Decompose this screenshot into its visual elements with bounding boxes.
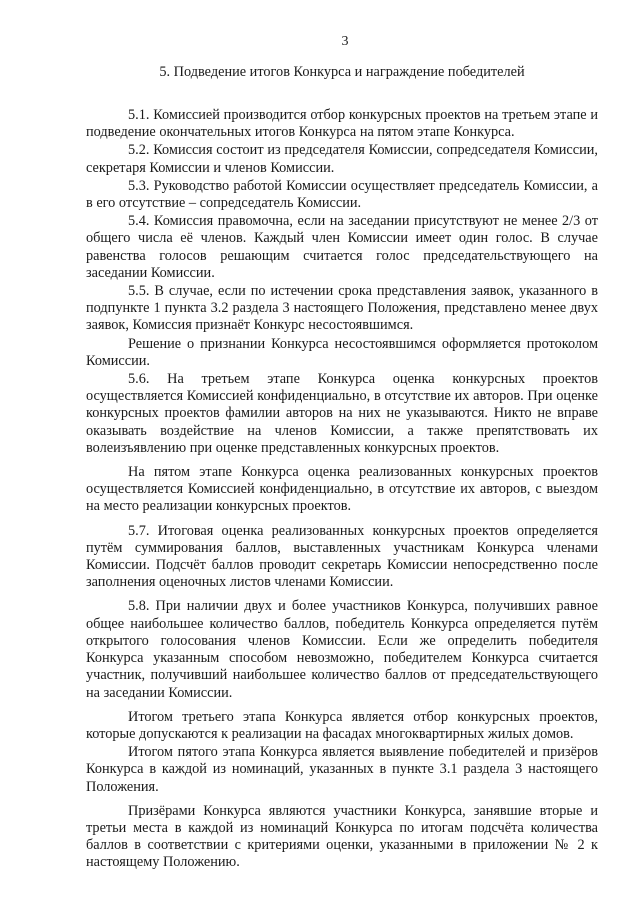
paragraph-third-stage-result: Итогом третьего этапа Конкурса является отбор конкурсных проектов, которые допускаются к реализации на фасадах многоквартирных жилых домов. [86, 708, 598, 742]
paragraph-5-3: 5.3. Руководство работой Комиссии осуществляет председатель Комиссии, а в его отсутствие – сопредседатель Комиссии. [86, 177, 598, 212]
paragraph-5-6-fifth-stage: На пятом этапе Конкурса оценка реализованных конкурсных проектов осуществляется Комиссией конфиденциально, в отсутствие их авторов, с выездом на место реализации конкурсных проектов. [86, 464, 598, 515]
paragraph-5-7: 5.7. Итоговая оценка реализованных конкурсных проектов определяется путём суммирования баллов, выставленных участникам Конкурса членами Комиссии. Подсчёт баллов проводит секретарь Комиссии непосредственно после заполнения оценочных листов членами Комиссии. [86, 522, 598, 591]
paragraph-5-6: 5.6. На третьем этапе Конкурса оценка конкурсных проектов осуществляется Комиссией конфиденциально, в отсутствие их авторов. При оценке конкурсных проектов фамилии авторов на них не указываются. Никто не вправе оказывать воздействие на членов Комиссии, а также препятствовать их волеизъявлению при оценке представленных конкурсных проектов. [86, 371, 598, 456]
paragraph-5-8: 5.8. При наличии двух и более участников Конкурса, получивших равное общее наибольшее количество баллов, победитель Конкурса определяется путём открытого голосования членов Комиссии. Если же определить победителя Конкурса указанным способом невозможно, победителем Конкурса считается участник, получивший наибольшее количество баллов от председательствующего на заседании Комиссии. [86, 598, 598, 701]
paragraph-5-1: 5.1. Комиссией производится отбор конкурсных проектов на третьем этапе и подведение окончательных итогов Конкурса на пятом этапе Конкурса. [86, 107, 598, 141]
paragraph-fifth-stage-result: Итогом пятого этапа Конкурса является выявление победителей и призёров Конкурса в каждой из номинаций, указанных в пункте 3.1 раздела 3 настоящего Положения. [86, 744, 598, 795]
paragraph-5-2: 5.2. Комиссия состоит из председателя Комиссии, сопредседателя Комиссии, секретаря Комиссии и членов Комиссии. [86, 142, 598, 176]
page-number: 3 [341, 34, 349, 49]
paragraph-5-4: 5.4. Комиссия правомочна, если на заседании присутствуют не менее 2/3 от общего числа её членов. Каждый член Комиссии имеет один голос. В случае равенства голосов решающим считается голос председательствующего на заседании Комиссии. [86, 213, 598, 281]
paragraph-prize-winners: Призёрами Конкурса являются участники Конкурса, занявшие вторые и третьи места в каждой из номинаций Конкурса по итогам подсчёта количества баллов в соответствии с критериями оценки, указанными в приложении № 2 к настоящему Положению. [86, 802, 598, 871]
section-title: 5. Подведение итогов Конкурса и награждение победителей [159, 64, 525, 80]
paragraph-5-5: 5.5. В случае, если по истечении срока представления заявок, указанного в подпункте 1 пункта 3.2 раздела 3 настоящего Положения, представлено менее двух заявок, Комиссия признаёт Конкурс несостоявшимся. [86, 283, 598, 334]
paragraph-5-5-decision: Решение о признании Конкурса несостоявшимся оформляется протоколом Комиссии. [86, 335, 598, 369]
